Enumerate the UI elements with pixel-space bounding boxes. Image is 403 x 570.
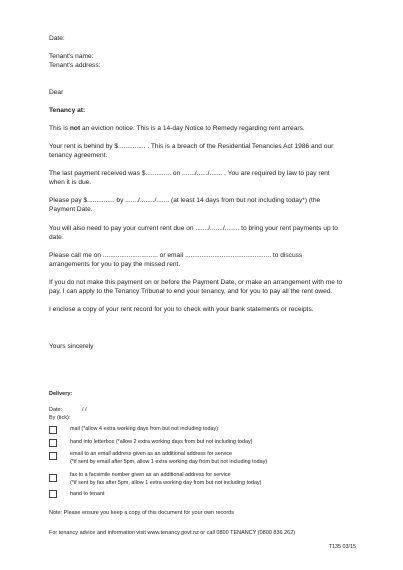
delivery-checkbox-mail[interactable] — [49, 426, 57, 434]
delivery-checkbox-letterbox[interactable] — [49, 439, 57, 447]
closing: Yours sincerely — [49, 343, 94, 350]
paragraph-3-line2: when it is due. — [49, 179, 92, 186]
tenancy-label: Tenancy at: — [49, 107, 86, 114]
delivery-date-slashes: / / — [82, 407, 87, 413]
delivery-checkbox-hand[interactable] — [49, 490, 57, 498]
delivery-option-mail: mail (*allow 4 extra working days from but not including today) — [70, 426, 219, 432]
delivery-checkbox-fax[interactable] — [49, 474, 57, 482]
delivery-option-email-line1: email to an email address given as an additional address for service — [70, 451, 233, 457]
paragraph-7-line1: If you do not make this payment on or before the Payment Date, or make an arrangement with me to — [49, 279, 343, 286]
delivery-option-hand: hand to tenant — [70, 491, 105, 497]
delivery-date-label: Date: — [49, 407, 63, 413]
paragraph-7-line2: pay, I can apply to the Tenancy Tribunal to end your tenancy, and for you to pay all the rent owed. — [49, 288, 333, 295]
paragraph-8: I enclose a copy of your rent record for you to check with your bank statements or receipts. — [49, 306, 314, 313]
paragraph-1 — [49, 124, 305, 134]
form-reference: T135 03/15 — [328, 544, 356, 550]
by-tick-label: By (tick): — [49, 415, 71, 421]
salutation: Dear — [49, 89, 64, 96]
paragraph-4-line1: Please pay $............... by ......./......../....... (at least 14 days from but not including today*) (the — [49, 197, 321, 204]
tenant-name-label: Tenant's name: — [49, 53, 94, 60]
delivery-heading: Delivery: — [49, 391, 73, 397]
paragraph-4-line2: Payment Date. — [49, 206, 93, 213]
delivery-option-fax-line1: fax to a facsimile number given as an additional address for service — [70, 472, 231, 478]
paragraph-6-line1: Please call me on .............................. or email ............................................... to discuss — [49, 252, 303, 259]
paragraph-6-line2: arrangements for you to pay the missed rent. — [49, 261, 181, 268]
paragraph-5-line2: date. — [49, 234, 64, 241]
p1-post: an eviction notice. This is a 14-day Notice to Remedy regarding rent arrears. — [80, 125, 305, 132]
p1-not: not — [69, 125, 81, 132]
date-label: Date: — [49, 35, 65, 42]
paragraph-2-line2: tenancy agreement. — [49, 152, 108, 159]
delivery-option-fax-line2: (*if sent by fax after 5pm, allow 1 extra working day from but not including today) — [70, 480, 262, 486]
records-note: Note: Please ensure you keep a copy of this document for your own records — [49, 510, 234, 516]
advice-line: For tenancy advice and information visit www.tenancy.govt.nz or call 0800 TENANCY (0800 836 262) — [49, 530, 296, 536]
delivery-option-letterbox: hand into letterbox (*allow 2 extra working days from but not including today) — [70, 439, 253, 445]
delivery-checkbox-email[interactable] — [49, 452, 57, 460]
paragraph-5-line1: You will also need to pay your current rent due on ......./......./........ to bring your rent payments up to — [49, 225, 338, 232]
delivery-option-email-line2: (*if sent by email after 5pm, allow 1 extra working day from but not including today) — [70, 459, 268, 465]
p1-pre: This is — [49, 125, 70, 132]
paragraph-2-line1: Your rent is behind by $............... . This is a breach of the Residential Tenancies Act 1986 and our — [49, 143, 334, 150]
tenant-address-label: Tenant's address: — [49, 62, 101, 69]
paragraph-3-line1: The last payment received was $.............. on ......./....../....... . You are required by law to pay rent — [49, 170, 330, 177]
